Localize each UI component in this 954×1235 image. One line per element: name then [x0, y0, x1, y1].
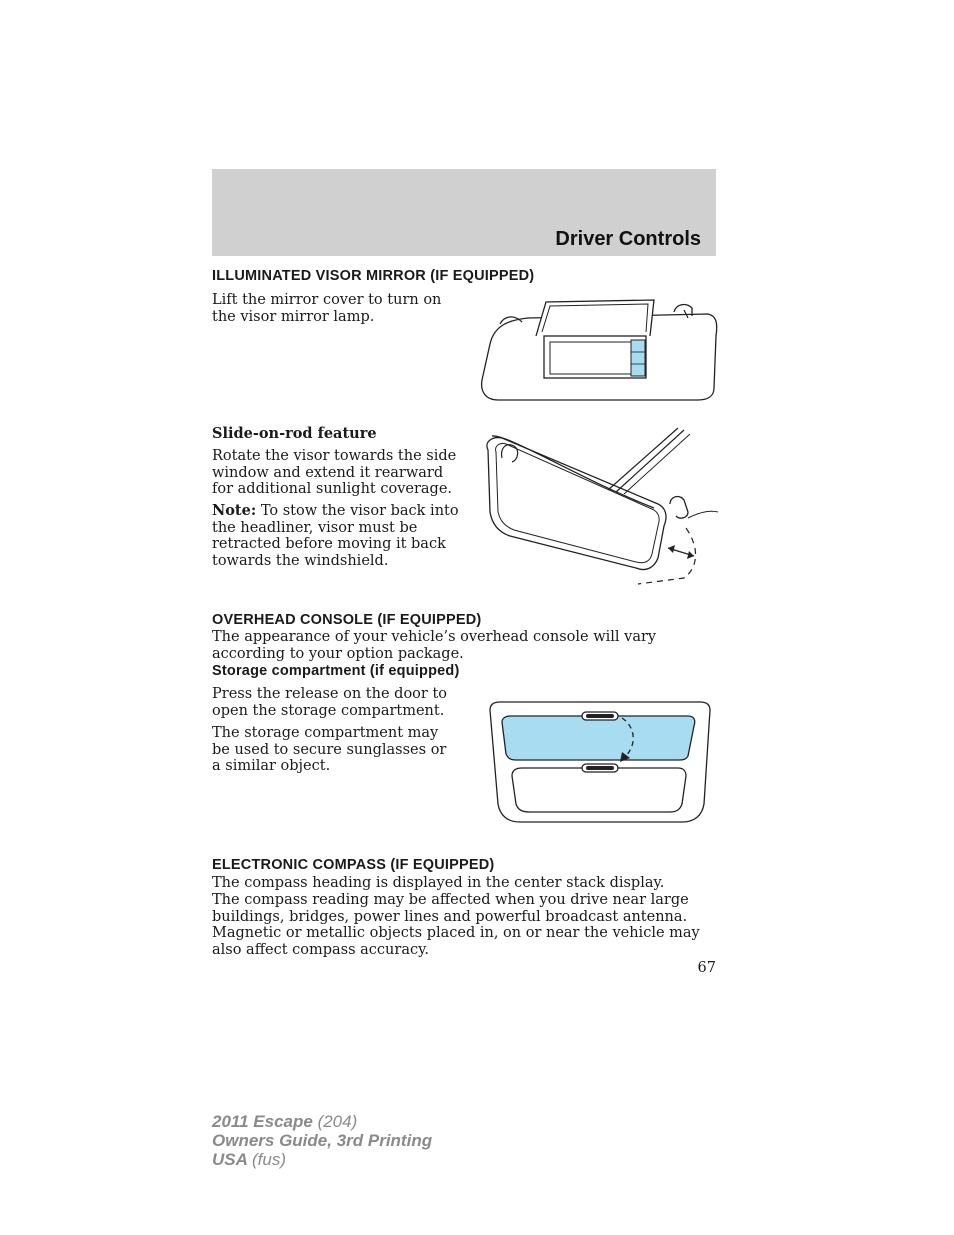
storage-compartment-heading: Storage compartment (if equipped): [212, 663, 460, 679]
footer-model: 2011 Escape: [212, 1112, 313, 1131]
storage-compartment-body-1: Press the release on the door to open the storage compartment.: [212, 686, 447, 719]
footer-model-code: (204): [317, 1112, 358, 1131]
slide-on-rod-body: Rotate the visor towards the side window and extend it rearward for additional sunlight coverage.: [212, 448, 457, 497]
section-header-bar: [212, 169, 716, 256]
section-title: Driver Controls: [555, 228, 701, 250]
overhead-console-body: The appearance of your vehicle’s overhead console will vary according to your option package.: [212, 629, 657, 662]
overhead-console-illustration: [488, 700, 712, 824]
slide-on-rod-illustration: [478, 428, 718, 586]
document-footer: [212, 1112, 432, 1169]
note-body: To stow the visor back into the headliner, visor must be retracted before moving it back towards the windshield.: [212, 503, 459, 569]
visor-mirror-body: Lift the mirror cover to turn on the visor mirror lamp.: [212, 292, 442, 325]
visor-mirror-heading: ILLUMINATED VISOR MIRROR (IF EQUIPPED): [212, 268, 535, 284]
footer-market-line: [212, 1150, 432, 1169]
visor-mirror-illustration: [478, 296, 718, 402]
electronic-compass-heading: ELECTRONIC COMPASS (IF EQUIPPED): [212, 857, 495, 873]
footer-guide: Owners Guide, 3rd Printing: [212, 1131, 433, 1150]
slide-on-rod-heading: Slide-on-rod feature: [212, 425, 377, 442]
footer-market-code: (fus): [252, 1150, 286, 1169]
storage-compartment-body-2: The storage compartment may be used to secure sunglasses or a similar object.: [212, 725, 447, 774]
page-number: 67: [697, 960, 716, 976]
footer-model-line: [212, 1112, 432, 1131]
electronic-compass-body-1: The compass heading is displayed in the center stack display.: [212, 875, 665, 891]
footer-market: USA: [212, 1150, 248, 1169]
electronic-compass-body-2: The compass reading may be affected when you drive near large buildings, bridges, power lines and powerful broadcast antenna. Magnetic or metallic objects placed in, on or near the vehicle may also affect compass accuracy.: [212, 892, 700, 958]
overhead-console-heading: OVERHEAD CONSOLE (IF EQUIPPED): [212, 612, 482, 628]
visor-stow-note: [212, 503, 462, 569]
note-label: Note:: [212, 502, 257, 519]
